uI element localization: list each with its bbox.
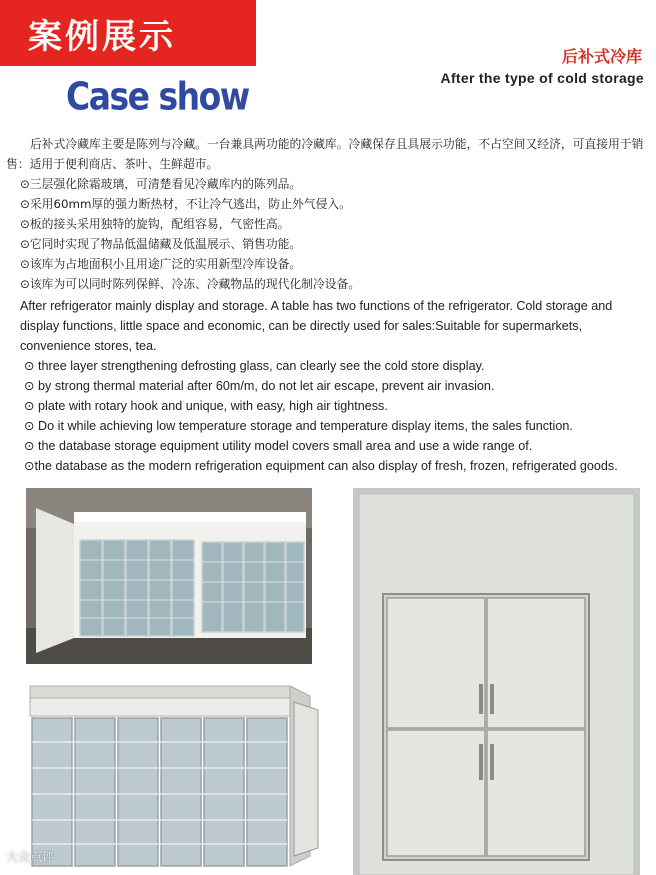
feature-cn-6: ⊙该库为可以同时陈列保鲜、冷冻、冷藏物品的现代化制冷设备。 xyxy=(20,277,361,291)
subtitle-cn: 后补式冷库 xyxy=(561,47,642,66)
display-unit-photo xyxy=(26,680,322,872)
feature-en-1: ⊙ three layer strengthening defrosting glass, can clearly see the cold store display. xyxy=(24,359,485,373)
feature-en-4: ⊙ Do it while achieving low temperature storage and temperature display items, the sales function. xyxy=(24,419,573,433)
feature-cn-3: ⊙板的接头采用独特的旋钩，配组容易，气密性高。 xyxy=(20,217,290,231)
feature-en-2: ⊙ by strong thermal material after 60m/m, do not let air escape, prevent air invasion. xyxy=(24,379,495,393)
feature-cn-2: ⊙采用60mm厚的强力断热材，不让冷气逃出，防止外气侵入。 xyxy=(20,197,352,211)
feature-en-3: ⊙ plate with rotary hook and unique, with easy, high air tightness. xyxy=(24,399,388,413)
description-en xyxy=(20,296,646,476)
page-title-cn: 案例展示 xyxy=(28,17,176,57)
feature-cn-1: ⊙三层强化除霜玻璃，可清楚看见冷藏库内的陈列品。 xyxy=(20,177,302,191)
feature-en-5: ⊙ the database storage equipment utility model covers small area and use a wide range of. xyxy=(24,439,533,453)
feature-cn-5: ⊙该库为占地面积小且用途广泛的实用新型冷库设备。 xyxy=(20,257,302,271)
title-banner xyxy=(0,0,256,66)
storage-doors-photo xyxy=(353,488,640,875)
description-cn-intro: 后补式冷藏库主要是陈列与冷藏。一台兼具两功能的冷藏库。冷藏保存且具展示功能，不占空间又经济，可直接用于销售：适用于便利商店、茶叶、生鲜超市。 xyxy=(6,137,644,171)
description-cn xyxy=(6,134,648,294)
feature-cn-4: ⊙它同时实现了物品低温储藏及低温展示、销售功能。 xyxy=(20,237,302,251)
description-en-intro: After refrigerator mainly display and storage. A table has two functions of the refrigerator. Cold storage and display functions, little space and economic, can be directly used for sales:Suitable for supermarkets, convenience stores, tea. xyxy=(20,299,613,353)
subtitle-en: After the type of cold storage xyxy=(440,70,644,86)
page-title-en: Case show xyxy=(66,74,249,119)
cold-room-photo xyxy=(26,488,312,664)
watermark: 大众点评 xyxy=(6,850,55,864)
feature-en-6: ⊙the database as the modern refrigeration equipment can also display of fresh, frozen, refrigerated goods. xyxy=(24,459,618,473)
